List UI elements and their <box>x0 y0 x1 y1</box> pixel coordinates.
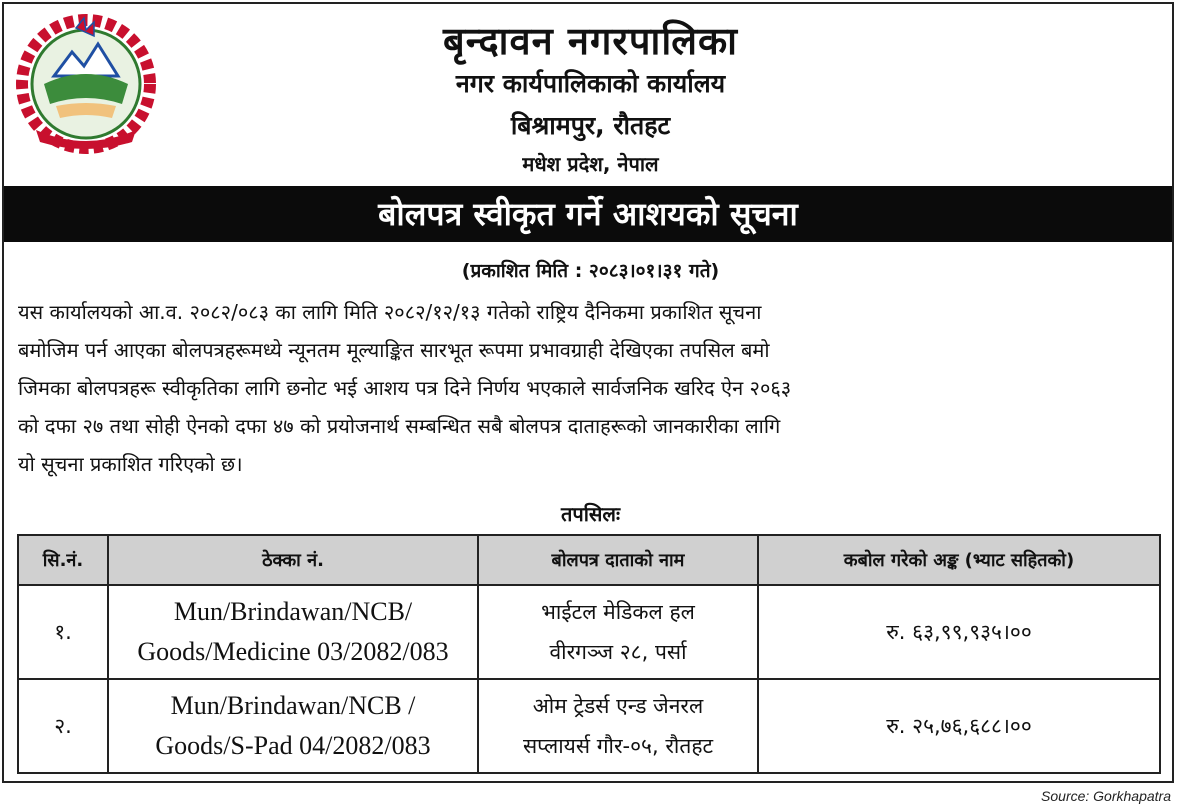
serial-number: १. <box>18 585 108 679</box>
province-country: मधेश प्रदेश, नेपाल <box>522 152 659 176</box>
published-date: (प्रकाशित मिति : २०८३।०१।३१ गते) <box>461 260 720 282</box>
notice-body-line: बमोजिम पर्न आएका बोलपत्रहरूमध्ये न्यूनतम मूल्याङ्कित सारभूत रूपमा प्रभावग्राही देखिएका तपसिल बमो <box>18 338 770 362</box>
contract-line: Goods/Medicine 03/2082/083 <box>137 637 449 666</box>
column-header-contract: ठेक्का नं. <box>108 535 478 585</box>
bidder-line: वीरगञ्ज २८, पर्सा <box>549 640 687 664</box>
contract-line: Mun/Brindawan/NCB / <box>170 691 416 720</box>
contract-number <box>108 585 478 679</box>
bidder-line: ओम ट्रेडर्स एन्ड जेनरल <box>532 694 704 718</box>
table-row <box>18 679 1160 773</box>
bidder-line: सप्लायर्स गौर-०५, रौतहट <box>522 734 714 758</box>
table-row <box>18 585 1160 679</box>
column-header-amount: कबोल गरेको अङ्क (भ्याट सहितको) <box>758 535 1160 585</box>
contract-line: Mun/Brindawan/NCB/ <box>173 597 413 626</box>
bid-table <box>17 534 1161 774</box>
bidder-name <box>478 585 758 679</box>
office-name: नगर कार्यपालिकाको कार्यालय <box>455 69 726 98</box>
office-address: बिश्रामपुर, रौतहट <box>510 111 671 140</box>
notice-body-line: यो सूचना प्रकाशित गरिएको छ। <box>18 452 243 476</box>
table-header-row <box>18 535 1160 585</box>
serial-number: २. <box>18 679 108 773</box>
notice-body-line: को दफा २७ तथा सोही ऐनको दफा ४७ को प्रयोजनार्थ सम्बन्धित सबै बोलपत्र दाताहरूको जानकारीका लागि <box>18 414 781 438</box>
notice-title-banner: बोलपत्र स्वीकृत गर्ने आशयको सूचना <box>4 186 1172 242</box>
bid-amount: रु. ६३,९९,९३५।०० <box>758 585 1160 679</box>
column-header-sn: सि.नं. <box>18 535 108 585</box>
bidder-line: भाईटल मेडिकल हल <box>541 600 695 624</box>
column-header-bidder: बोलपत्र दाताको नाम <box>478 535 758 585</box>
table-heading: तपसिलः <box>560 502 621 526</box>
notice-body-line: जिमका बोलपत्रहरू स्वीकृतिका लागि छनोट भई आशय पत्र दिने निर्णय भएकाले सार्वजनिक खरिद ऐन २०६३ <box>18 376 792 400</box>
notice-body <box>18 293 1168 483</box>
contract-line: Goods/S-Pad 04/2082/083 <box>155 731 431 760</box>
notice-body-line: यस कार्यालयको आ.व. २०८२/०८३ का लागि मिति २०८२/१२/१३ गतेको राष्ट्रिय दैनिकमा प्रकाशित सूचना <box>18 300 762 324</box>
municipality-name: बृन्दावन नगरपालिका <box>443 19 738 63</box>
source-credit: Source: Gorkhapatra <box>1041 788 1171 804</box>
bid-amount: रु. २५,७६,६८८।०० <box>758 679 1160 773</box>
contract-number <box>108 679 478 773</box>
bidder-name <box>478 679 758 773</box>
